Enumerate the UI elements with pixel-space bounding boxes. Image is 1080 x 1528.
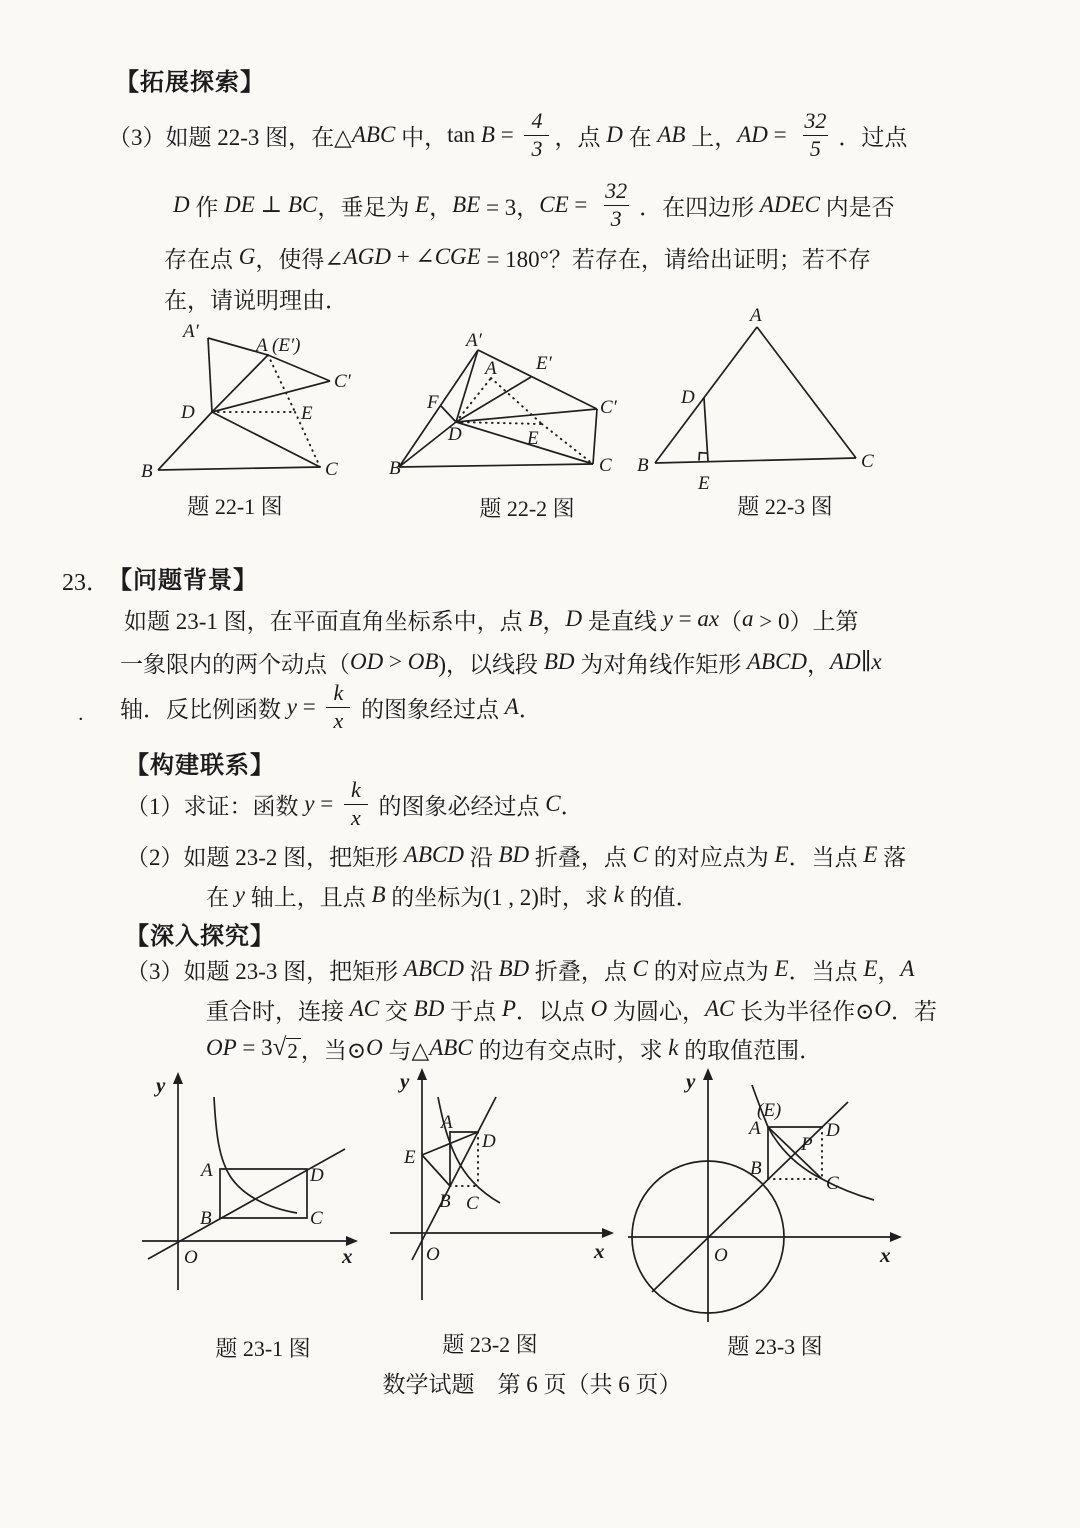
f233-label-y-axis: y	[686, 1069, 696, 1093]
f233-label-x-axis: x	[880, 1243, 891, 1267]
f232-label-x-axis: x	[594, 1239, 605, 1263]
f231-label-y-axis: y	[156, 1073, 166, 1097]
f232-yaxis-arrow	[417, 1068, 427, 1080]
q23-bg-line2: 一象限内的两个动点（ OD > OB )，以线段 BD 为对角线作矩形 ABCD ， AD ∥ x	[120, 649, 882, 677]
q22-3-text-line1: （3）如题 22-3 图，在△ ABC 中， tan B = $\frac{4}{3}$ ，点 D 在 AB 上， AD = $\frac{32}{5}$ ．过点	[108, 107, 908, 161]
q23-3-line3: OP = 3 √ 2 ，当⊙ O 与△ ABC 的边有交点时，求 k 的取值范围．	[206, 1034, 823, 1063]
caption-22-1: 题 22-1 图	[187, 494, 283, 519]
f232-label-O: O	[426, 1244, 440, 1265]
section-header-expand-explore: 【拓展探索】	[115, 70, 265, 96]
q23-1-line: （1）求证：函数 y = $\frac{k}{x}$ 的图象必经过点 C ．	[126, 776, 584, 830]
f222-label-F: F	[427, 392, 439, 413]
f232-label-y-axis: y	[400, 1069, 410, 1093]
f233-xaxis-arrow	[890, 1232, 902, 1242]
f232-label-B: B	[439, 1191, 451, 1212]
f233-label-A: A	[749, 1118, 761, 1139]
f231-label-A: A	[201, 1160, 213, 1181]
q22-3-text-line4: 在，请说明理由．	[164, 287, 348, 313]
f222-label-A: A	[485, 358, 497, 379]
f221-label-C: C	[325, 459, 338, 480]
f222-label-C: C	[599, 455, 612, 476]
page-footer: 数学试题 第 6 页（共 6 页）	[382, 1372, 682, 1397]
f233-label-B: B	[750, 1158, 762, 1179]
f232-label-E: E	[404, 1147, 416, 1168]
stray-mark: ．	[78, 704, 96, 724]
f223-label-C: C	[861, 451, 874, 472]
f222-label-D: D	[448, 424, 462, 445]
q23-2-line1: （2）如题 23-2 图，把矩形 ABCD 沿 BD 折叠，点 C 的对应点为 E ．当点 E 落	[126, 842, 907, 870]
f232-xaxis-arrow	[602, 1228, 614, 1238]
f232-label-D: D	[482, 1131, 496, 1152]
figure-22-2-dotted-lines	[456, 378, 593, 464]
f221-label-C-prime: C′	[334, 371, 351, 392]
f222-label-E-prime: E′	[536, 353, 552, 374]
figure-22-1	[130, 318, 370, 486]
f231-yaxis-arrow	[173, 1072, 183, 1084]
caption-23-1: 题 23-1 图	[215, 1336, 311, 1361]
figure-23-1	[135, 1065, 395, 1335]
f231-label-D: D	[310, 1165, 324, 1186]
f231-label-B: B	[200, 1208, 212, 1229]
f231-label-O: O	[184, 1247, 198, 1268]
f231-label-x-axis: x	[342, 1244, 353, 1268]
figure-23-3	[620, 1060, 940, 1345]
f222-label-C-prime: C′	[600, 397, 617, 418]
f223-label-D: D	[681, 387, 695, 408]
q22-3-text-line3: 存在点 G ，使得∠ AGD + ∠ CGE = 180°？若存在，请给出证明；若不存	[164, 244, 871, 272]
f221-label-D: D	[181, 402, 195, 423]
f233-label-E-paren: (E)	[757, 1100, 782, 1121]
f232-label-A: A	[441, 1112, 453, 1133]
question-23-number: 23．	[62, 570, 110, 596]
figure-23-2	[385, 1062, 625, 1330]
f222-label-E: E	[527, 428, 539, 449]
f232-label-C: C	[466, 1193, 479, 1214]
caption-22-2: 题 22-2 图	[479, 496, 575, 521]
f222-label-A-prime: A′	[466, 330, 482, 351]
f233-yaxis-arrow	[703, 1068, 713, 1080]
f221-label-B: B	[141, 461, 153, 482]
f231-label-C: C	[310, 1208, 323, 1229]
f233-label-D: D	[826, 1120, 840, 1141]
f221-label-E: E	[301, 403, 313, 424]
f233-label-O: O	[714, 1245, 728, 1266]
section-header-build-connection: 【构建联系】	[125, 753, 275, 779]
caption-22-3: 题 22-3 图	[737, 494, 833, 519]
figure-22-2	[388, 330, 618, 482]
caption-23-3: 题 23-3 图	[727, 1334, 823, 1359]
figure-22-3	[630, 305, 880, 505]
f223-label-B: B	[637, 455, 649, 476]
f221-label-A-E-prime: A (E′)	[256, 335, 301, 356]
q23-2-line2: 在 y 轴上，且点 B 的坐标为(1 , 2)时，求 k 的值．	[206, 882, 699, 910]
f233-label-C: C	[826, 1173, 839, 1194]
f223-label-E: E	[698, 473, 710, 494]
q23-bg-line3: 轴．反比例函数 y = $\frac{k}{x}$ 的图象经过点 A ．	[120, 679, 542, 733]
f222-label-B: B	[389, 458, 401, 479]
q23-bg-line1: 如题 23-1 图，在平面直角坐标系中，点 B ， D 是直线 y = ax （ a > 0）上第	[124, 606, 859, 634]
figure-23-2-lines	[390, 1076, 608, 1300]
q23-3-line2: 重合时，连接 AC 交 BD 于点 P ．以点 O 为圆心， AC 长为半径作⊙ O ．若	[206, 996, 938, 1024]
f223-label-A: A	[750, 305, 762, 326]
q23-3-line1: （3）如题 23-3 图，把矩形 ABCD 沿 BD 折叠，点 C 的对应点为 E ．当点 E ， A	[126, 956, 915, 984]
f233-label-P: P	[801, 1134, 813, 1155]
caption-23-2: 题 23-2 图	[442, 1332, 538, 1357]
q22-3-text-line2: D 作 DE ⊥ BC ，垂足为 E ， BE = 3， CE = $\frac{32}{3}$ ．在四边形 ADEC 内是否	[173, 177, 895, 231]
f221-label-A-prime: A′	[183, 321, 199, 342]
section-header-deep-explore: 【深入探究】	[125, 924, 275, 950]
section-header-problem-background: 【问题背景】	[108, 568, 258, 594]
